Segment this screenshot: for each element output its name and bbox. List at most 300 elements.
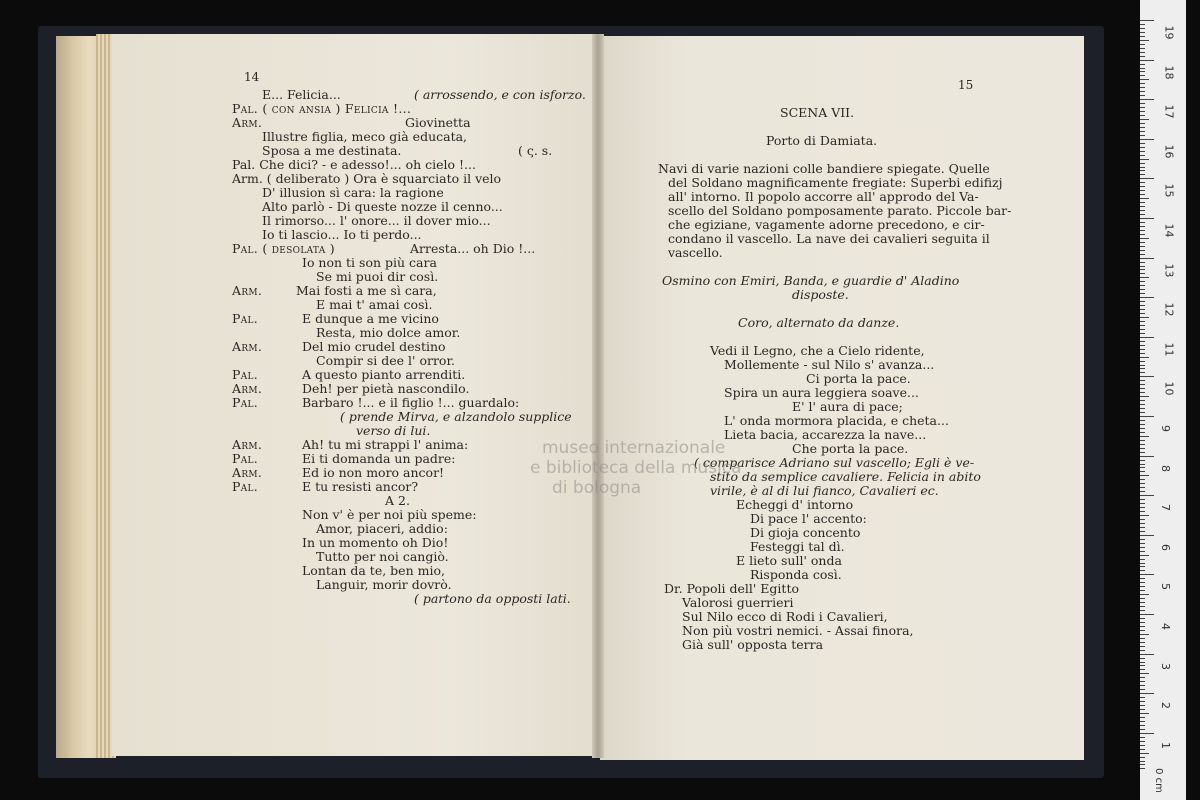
left-text-line: Barbaro !... e il figlio !... guardalo: (302, 395, 520, 410)
measurement-ruler (1140, 0, 1186, 800)
ruler-half-tick (1140, 119, 1149, 120)
right-text-line: Festeggi tal dì. (750, 539, 845, 554)
ruler-tick (1140, 297, 1154, 298)
ruler-mm-tick (1140, 321, 1145, 322)
ruler-mm-tick (1140, 701, 1145, 702)
ruler-mm-tick (1140, 329, 1145, 330)
ruler-mm-tick (1140, 135, 1145, 136)
right-text-line: Sul Nilo ecco di Rodi i Cavalieri, (682, 609, 888, 624)
ruler-mm-tick (1140, 254, 1145, 255)
ruler-mm-tick (1140, 194, 1145, 195)
left-text-line: Del mio crudel destino (302, 339, 446, 354)
ruler-half-tick (1140, 238, 1149, 239)
ruler-mm-tick (1140, 638, 1145, 639)
left-text-line: Ei ti domanda un padre: (302, 451, 456, 466)
ruler-mm-tick (1140, 420, 1145, 421)
ruler-mm-tick (1140, 479, 1145, 480)
ruler-mm-tick (1140, 372, 1145, 373)
ruler-mm-tick (1140, 669, 1145, 670)
right-text-line: Mollemente - sul Nilo s' avanza... (724, 357, 935, 372)
ruler-mm-tick (1140, 289, 1145, 290)
ruler-tick (1140, 178, 1154, 179)
ruler-tick (1140, 99, 1154, 100)
ruler-number: 14 (1162, 223, 1176, 238)
ruler-tick (1140, 139, 1154, 140)
ruler-mm-tick (1140, 729, 1145, 730)
left-page-number: 14 (244, 70, 260, 84)
right-text-line: Lieta bacia, accarezza la nave... (724, 427, 927, 442)
ruler-mm-tick (1140, 345, 1145, 346)
right-text-line: che egiziane, vagamente adorne precedono, e cir- (668, 217, 985, 232)
ruler-mm-tick (1140, 147, 1145, 148)
ruler-mm-tick (1140, 71, 1145, 72)
right-text-line: E' l' aura di pace; (792, 399, 903, 414)
ruler-tick (1140, 535, 1154, 536)
ruler-mm-tick (1140, 234, 1145, 235)
ruler-tick (1140, 416, 1154, 417)
ruler-mm-tick (1140, 52, 1145, 53)
ruler-mm-tick (1140, 570, 1145, 571)
ruler-mm-tick (1140, 400, 1145, 401)
ruler-mm-tick (1140, 717, 1145, 718)
ruler-tick (1140, 20, 1154, 21)
ruler-number: 4 (1159, 623, 1172, 630)
ruler-mm-tick (1140, 281, 1145, 282)
left-text-line: Ed io non moro ancor! (302, 465, 445, 480)
left-text-line: In un momento oh Dio! (302, 535, 449, 550)
ruler-mm-tick (1140, 578, 1145, 579)
left-text-line: A questo pianto arrenditi. (302, 367, 466, 382)
left-text-line: Languir, morir dovrò. (316, 577, 452, 592)
ruler-number: 15 (1162, 183, 1176, 198)
ruler-tick (1140, 693, 1154, 694)
ruler-mm-tick (1140, 341, 1145, 342)
ruler-half-tick (1140, 317, 1149, 318)
ruler-mm-tick (1140, 361, 1145, 362)
right-text-line: virile, è al di lui fianco, Cavalieri ec. (710, 483, 939, 498)
left-text-line: Pal. ( con ansia ) Felicia !... (232, 101, 412, 116)
ruler-mm-tick (1140, 424, 1145, 425)
left-text-line: Lontan da te, ben mio, (302, 563, 445, 578)
ruler-mm-tick (1140, 123, 1145, 124)
ruler-number: 1 (1159, 741, 1172, 749)
right-text-line: Di gioja concento (750, 525, 861, 540)
ruler-mm-tick (1140, 368, 1145, 369)
right-text-line: vascello. (668, 245, 723, 260)
ruler-mm-tick (1140, 230, 1145, 231)
watermark-line: e biblioteca della musica (530, 458, 742, 478)
ruler-half-tick (1140, 673, 1149, 674)
right-text-line: Porto di Damiata. (766, 133, 878, 148)
right-text-line: Spira un aura leggiera soave... (724, 385, 919, 400)
ruler-mm-tick (1140, 143, 1145, 144)
left-text-line: Io ti lascio... Io ti perdo... (262, 227, 422, 242)
right-text-line: Già sull' opposta terra (682, 637, 824, 652)
ruler-mm-tick (1140, 131, 1145, 132)
ruler-mm-tick (1140, 404, 1145, 405)
ruler-tick (1140, 733, 1154, 734)
ruler-mm-tick (1140, 64, 1145, 65)
ruler-number: 8 (1159, 464, 1172, 472)
ruler-mm-tick (1140, 650, 1145, 651)
left-text-line: Pal. Che dici? - e adesso!... oh cielo !... (232, 157, 476, 172)
ruler-number: 5 (1159, 583, 1172, 591)
ruler-mm-tick (1140, 697, 1145, 698)
right-text-line: Navi di varie nazioni colle bandiere spiegate. Quelle (658, 161, 990, 176)
right-text-line: disposte. (792, 287, 849, 302)
left-text-line: A 2. (385, 493, 410, 508)
ruler-mm-tick (1140, 523, 1145, 524)
watermark-line: museo internazionale (542, 438, 726, 458)
ruler-mm-tick (1140, 333, 1145, 334)
ruler-mm-tick (1140, 531, 1145, 532)
ruler-tick (1140, 654, 1154, 655)
ruler-half-tick (1140, 634, 1149, 635)
ruler-mm-tick (1140, 768, 1145, 769)
ruler-tick (1140, 218, 1154, 219)
ruler-mm-tick (1140, 630, 1145, 631)
ruler-mm-tick (1140, 392, 1145, 393)
ruler-mm-tick (1140, 432, 1145, 433)
ruler-mm-tick (1140, 24, 1145, 25)
ruler-mm-tick (1140, 313, 1145, 314)
right-text-line: SCENA VII. (780, 105, 855, 120)
right-text-line: Risponda così. (750, 567, 842, 582)
ruler-mm-tick (1140, 36, 1145, 37)
ruler-mm-tick (1140, 365, 1145, 366)
ruler-mm-tick (1140, 250, 1145, 251)
ruler-half-tick (1140, 357, 1149, 358)
ruler-mm-tick (1140, 543, 1145, 544)
ruler-half-tick (1140, 396, 1149, 397)
ruler-mm-tick (1140, 519, 1145, 520)
ruler-mm-tick (1140, 491, 1145, 492)
ruler-mm-tick (1140, 681, 1145, 682)
ruler-mm-tick (1140, 563, 1145, 564)
ruler-mm-tick (1140, 95, 1145, 96)
ruler-mm-tick (1140, 325, 1145, 326)
ruler-mm-tick (1140, 749, 1145, 750)
ruler-number: 7 (1159, 504, 1172, 512)
left-text-line: ( arrossendo, e con isforzo. (414, 87, 586, 102)
ruler-mm-tick (1140, 582, 1145, 583)
left-text-line: Deh! per pietà nascondilo. (302, 381, 470, 396)
ruler-mm-tick (1140, 349, 1145, 350)
ruler-mm-tick (1140, 764, 1145, 765)
left-text-line: Sposa a me destinata. (262, 143, 402, 158)
ruler-mm-tick (1140, 460, 1145, 461)
ruler-mm-tick (1140, 246, 1145, 247)
ruler-mm-tick (1140, 301, 1145, 302)
ruler-mm-tick (1140, 448, 1145, 449)
left-text-line: Io non ti son più cara (302, 255, 437, 270)
left-text-line: Se mi puoi dir così. (316, 269, 439, 284)
left-text-line: D' illusion sì cara: la ragione (262, 185, 444, 200)
ruler-mm-tick (1140, 646, 1145, 647)
left-text-line: ( ς. s. (518, 143, 553, 158)
ruler-half-tick (1140, 79, 1149, 80)
ruler-number: 3 (1159, 662, 1172, 670)
right-text-line: Valorosi guerrieri (682, 595, 794, 610)
ruler-mm-tick (1140, 527, 1145, 528)
ruler-mm-tick (1140, 103, 1145, 104)
ruler-mm-tick (1140, 107, 1145, 108)
ruler-mm-tick (1140, 182, 1145, 183)
ruler-mm-tick (1140, 174, 1145, 175)
ruler-mm-tick (1140, 440, 1145, 441)
ruler-mm-tick (1140, 408, 1145, 409)
ruler-mm-tick (1140, 511, 1145, 512)
ruler-mm-tick (1140, 464, 1145, 465)
ruler-mm-tick (1140, 539, 1145, 540)
ruler-mm-tick (1140, 428, 1145, 429)
right-text-line: del Soldano magnificamente fregiate: Superbi edifizj (668, 175, 1003, 190)
ruler-mm-tick (1140, 186, 1145, 187)
right-text-line: scello del Soldano pomposamente parato. Piccole bar- (668, 203, 1012, 218)
right-text-line: E lieto sull' onda (736, 553, 842, 568)
right-text-line: Coro, alternato da danze. (738, 315, 900, 330)
ruler-number: 13 (1162, 263, 1176, 278)
ruler-mm-tick (1140, 444, 1145, 445)
ruler-half-tick (1140, 555, 1149, 556)
ruler-mm-tick (1140, 487, 1145, 488)
right-text-line: ( comparisce Adriano sul vascello; Egli è ve- (694, 455, 975, 470)
right-text-line: Non più vostri nemici. - Assai finora, (682, 623, 914, 638)
ruler-mm-tick (1140, 709, 1145, 710)
ruler-mm-tick (1140, 598, 1145, 599)
ruler-tick (1140, 495, 1154, 496)
ruler-number: 19 (1162, 25, 1176, 40)
ruler-mm-tick (1140, 499, 1145, 500)
ruler-number: 11 (1162, 342, 1176, 357)
ruler-mm-tick (1140, 44, 1145, 45)
ruler-mm-tick (1140, 214, 1145, 215)
left-text-line: Arm. (232, 381, 263, 396)
ruler-half-tick (1140, 40, 1149, 41)
ruler-unit-label: 0 cm (1152, 768, 1164, 793)
ruler-mm-tick (1140, 745, 1145, 746)
ruler-mm-tick (1140, 202, 1145, 203)
right-text-line: L' onda mormora placida, e cheta... (724, 413, 949, 428)
ruler-mm-tick (1140, 689, 1145, 690)
ruler-mm-tick (1140, 266, 1145, 267)
ruler-mm-tick (1140, 28, 1145, 29)
left-text-line: E dunque a me vicino (302, 311, 439, 326)
ruler-mm-tick (1140, 622, 1145, 623)
ruler-mm-tick (1140, 190, 1145, 191)
ruler-mm-tick (1140, 48, 1145, 49)
ruler-mm-tick (1140, 384, 1145, 385)
left-text-line: Arm. ( deliberato ) Ora è squarciato il velo (232, 171, 502, 186)
left-text-line: Resta, mio dolce amor. (316, 325, 461, 340)
ruler-mm-tick (1140, 606, 1145, 607)
left-text-line: Arm. (232, 339, 263, 354)
ruler-mm-tick (1140, 273, 1145, 274)
ruler-number: 18 (1162, 65, 1176, 80)
left-text-line: Arm. (232, 283, 263, 298)
ruler-mm-tick (1140, 305, 1145, 306)
ruler-mm-tick (1140, 503, 1145, 504)
ruler-half-tick (1140, 436, 1149, 437)
ruler-tick (1140, 60, 1154, 61)
ruler-mm-tick (1140, 127, 1145, 128)
left-text-line: Tutto per noi cangiò. (316, 549, 449, 564)
left-text-line: verso di lui. (356, 423, 431, 438)
left-text-line: Arm. (232, 465, 263, 480)
left-text-line: E tu resisti ancor? (302, 479, 419, 494)
ruler-mm-tick (1140, 547, 1145, 548)
ruler-half-tick (1140, 277, 1149, 278)
left-text-line: Arm. (232, 115, 263, 130)
left-text-line: Compir si dee l' orror. (316, 353, 456, 368)
ruler-mm-tick (1140, 111, 1145, 112)
right-text-line: all' intorno. Il popolo accorre all' approdo del Va- (668, 189, 979, 204)
right-text-line: Echeggi d' intorno (736, 497, 854, 512)
book-gutter (592, 34, 604, 758)
ruler-tick (1140, 614, 1154, 615)
ruler-mm-tick (1140, 210, 1145, 211)
ruler-number: 16 (1162, 144, 1176, 159)
left-text-line: Pal. (232, 395, 259, 410)
library-watermark (530, 438, 742, 498)
left-text-line: Non v' è per noi più speme: (302, 507, 477, 522)
ruler-mm-tick (1140, 151, 1145, 152)
left-text-line: Arm. (232, 437, 263, 452)
ruler-mm-tick (1140, 167, 1145, 168)
ruler-mm-tick (1140, 662, 1145, 663)
ruler-mm-tick (1140, 353, 1145, 354)
right-text-line: Vedi il Legno, che a Cielo ridente, (710, 343, 925, 358)
ruler-mm-tick (1140, 242, 1145, 243)
ruler-tick (1140, 376, 1154, 377)
ruler-mm-tick (1140, 665, 1145, 666)
ruler-mm-tick (1140, 388, 1145, 389)
ruler-half-tick (1140, 594, 1149, 595)
left-text-line: Arresta... oh Dio !... (410, 241, 536, 256)
left-text-line: E... Felicia... (262, 87, 341, 102)
right-text-line: Di pace l' accento: (750, 511, 867, 526)
ruler-mm-tick (1140, 269, 1145, 270)
ruler-mm-tick (1140, 380, 1145, 381)
ruler-mm-tick (1140, 642, 1145, 643)
left-text-line: Pal. (232, 479, 259, 494)
ruler-mm-tick (1140, 206, 1145, 207)
ruler-mm-tick (1140, 467, 1145, 468)
ruler-half-tick (1140, 713, 1149, 714)
left-text-line: Amor, piaceri, addio: (316, 521, 448, 536)
ruler-mm-tick (1140, 705, 1145, 706)
left-text-line: Illustre figlia, meco già educata, (262, 129, 468, 144)
ruler-number: 10 (1162, 381, 1176, 396)
right-text-line: Osmino con Emiri, Banda, e guardie d' Aladino (662, 273, 960, 288)
ruler-mm-tick (1140, 551, 1145, 552)
ruler-mm-tick (1140, 285, 1145, 286)
ruler-mm-tick (1140, 32, 1145, 33)
ruler-mm-tick (1140, 262, 1145, 263)
ruler-mm-tick (1140, 483, 1145, 484)
left-text-line: E mai t' amai così. (316, 297, 433, 312)
right-text-line: condano il vascello. La nave dei cavalieri seguita il (668, 231, 990, 246)
ruler-mm-tick (1140, 618, 1145, 619)
ruler-number: 2 (1159, 702, 1172, 710)
watermark-line: di bologna (552, 478, 642, 498)
ruler-mm-tick (1140, 757, 1145, 758)
left-text-line: Mai fosti a me sì cara, (296, 283, 437, 298)
ruler-mm-tick (1140, 737, 1145, 738)
ruler-mm-tick (1140, 761, 1145, 762)
ruler-mm-tick (1140, 566, 1145, 567)
ruler-mm-tick (1140, 471, 1145, 472)
ruler-mm-tick (1140, 163, 1145, 164)
ruler-mm-tick (1140, 677, 1145, 678)
ruler-mm-tick (1140, 412, 1145, 413)
ruler-mm-tick (1140, 87, 1145, 88)
ruler-mm-tick (1140, 170, 1145, 171)
right-text-line: stito da semplice cavaliere. Felicia in abito (710, 469, 981, 484)
left-text-line: Il rimorso... l' onore... il dover mio... (262, 213, 491, 228)
ruler-mm-tick (1140, 741, 1145, 742)
left-text-line: ( partono da opposti lati. (414, 591, 571, 606)
ruler-mm-tick (1140, 293, 1145, 294)
ruler-tick (1140, 258, 1154, 259)
ruler-mm-tick (1140, 507, 1145, 508)
ruler-half-tick (1140, 159, 1149, 160)
right-text-line: Ci porta la pace. (806, 371, 911, 386)
left-text-line: Giovinetta (405, 115, 471, 130)
ruler-tick (1140, 337, 1154, 338)
ruler-mm-tick (1140, 56, 1145, 57)
ruler-mm-tick (1140, 68, 1145, 69)
right-text-line: Dr. Popoli dell' Egitto (664, 581, 799, 596)
left-text-line: ( prende Mirva, e alzandolo supplice (340, 409, 572, 424)
left-text-line: Pal. (232, 311, 259, 326)
left-text-line: Pal. (232, 367, 259, 382)
left-text-line: Ah! tu mi strappi l' anima: (302, 437, 469, 452)
ruler-mm-tick (1140, 658, 1145, 659)
ruler-mm-tick (1140, 626, 1145, 627)
ruler-mm-tick (1140, 83, 1145, 84)
ruler-mm-tick (1140, 685, 1145, 686)
right-text-line: Che porta la pace. (792, 441, 909, 456)
ruler-number: 17 (1162, 104, 1176, 119)
ruler-mm-tick (1140, 309, 1145, 310)
ruler-tick (1140, 574, 1154, 575)
ruler-half-tick (1140, 198, 1149, 199)
right-page-number: 15 (958, 78, 974, 92)
ruler-half-tick (1140, 475, 1149, 476)
ruler-mm-tick (1140, 590, 1145, 591)
ruler-mm-tick (1140, 452, 1145, 453)
ruler-number: 12 (1162, 302, 1176, 317)
ruler-mm-tick (1140, 222, 1145, 223)
ruler-half-tick (1140, 753, 1149, 754)
ruler-mm-tick (1140, 610, 1145, 611)
ruler-mm-tick (1140, 602, 1145, 603)
ruler-mm-tick (1140, 75, 1145, 76)
left-text-line: Pal. (232, 451, 259, 466)
ruler-mm-tick (1140, 725, 1145, 726)
left-text-line: Pal. ( desolata ) (232, 241, 335, 256)
ruler-number: 6 (1159, 543, 1172, 551)
ruler-mm-tick (1140, 115, 1145, 116)
ruler-mm-tick (1140, 155, 1145, 156)
ruler-mm-tick (1140, 586, 1145, 587)
ruler-mm-tick (1140, 91, 1145, 92)
ruler-mm-tick (1140, 721, 1145, 722)
ruler-mm-tick (1140, 559, 1145, 560)
ruler-mm-tick (1140, 226, 1145, 227)
ruler-half-tick (1140, 515, 1149, 516)
